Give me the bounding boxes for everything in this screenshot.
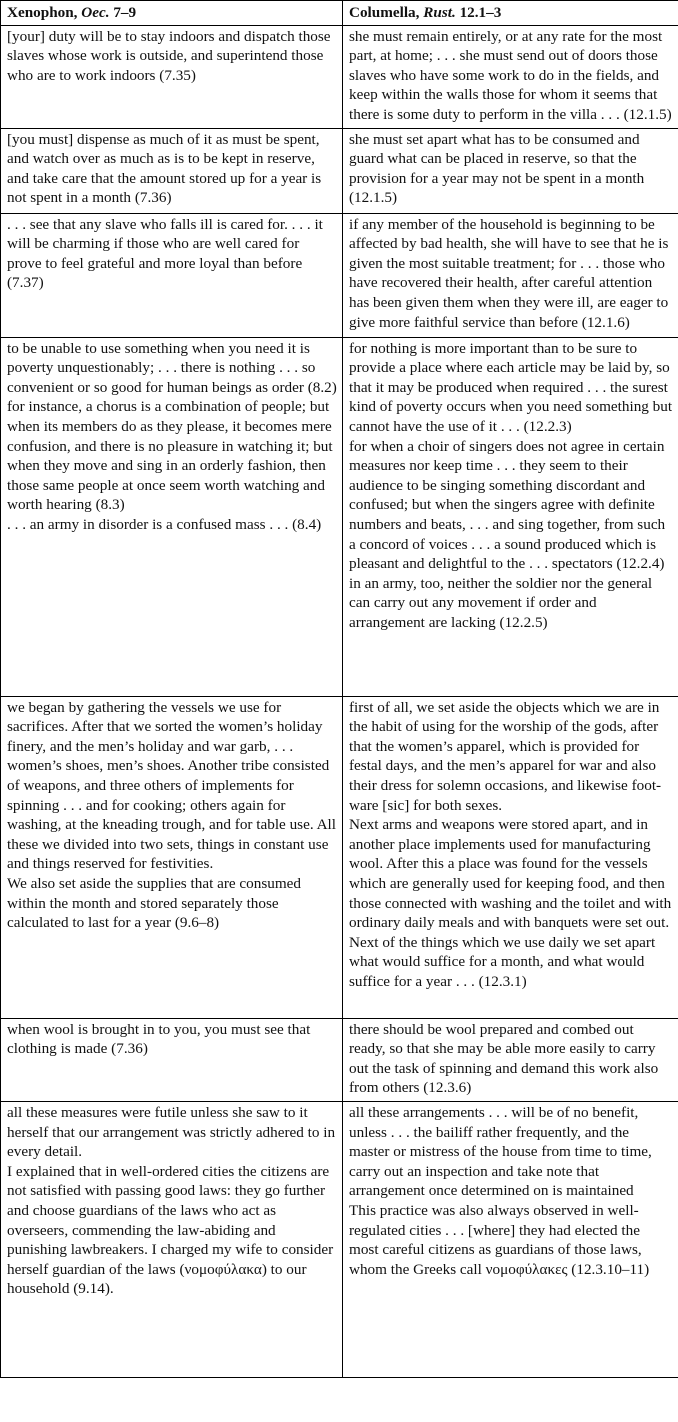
table-row bbox=[1, 25, 678, 128]
columella-cell bbox=[343, 337, 678, 696]
columella-cell bbox=[343, 696, 678, 1018]
table-row bbox=[1, 213, 678, 337]
table-row bbox=[1, 337, 678, 696]
passage-text: all these arrangements . . . will be of no benefit, unless . . . the bailiff rather frequently, and the master or mistress of the house from time to time, carry out an inspection and take note that arrangement once determined on is maintained bbox=[349, 1103, 652, 1200]
passage-text: I explained that in well-ordered cities the citizens are not satisfied with passing good laws: they go further and choose guardians of the laws who act as overseers, commending the law-abiding and punishing lawbreakers. I charged my wife to consider herself guardian of the laws (νομοφύλακα) to our household (9.14). bbox=[7, 1162, 334, 1298]
passage-text: if any member of the household is beginning to be affected by bad health, she will have to see that he is given the most suitable treatment; for . . . those who have recovered their health, after careful attention has been given them when they were ill, are eager to give more faithful service than before (12.1.6) bbox=[349, 215, 669, 331]
header-reference: 7–9 bbox=[109, 4, 137, 21]
header-work-title: Oec. bbox=[81, 4, 110, 21]
columella-cell bbox=[343, 1018, 678, 1101]
header-author: Xenophon, bbox=[7, 4, 82, 21]
header-xenophon bbox=[1, 1, 343, 26]
passage-text: she must set apart what has to be consumed and guard what can be placed in reserve, so that the provision for a year may not be spent in a month (12.1.5) bbox=[349, 130, 645, 207]
passage-text: she must remain entirely, or at any rate for the most part, at home; . . . she must send out of doors those slaves who have some work to do in the fields, and keep within the walls those for whom it seems that there is some duty to perform in the villa . . . (12.1.5) bbox=[349, 27, 672, 123]
table-row bbox=[1, 1018, 678, 1101]
passage-text: . . . see that any slave who falls ill is cared for. . . . it will be charming if those who are well cared for prove to feel grateful and more loyal than before (7.37) bbox=[7, 215, 323, 292]
xenophon-cell bbox=[1, 1101, 343, 1377]
columella-cell bbox=[343, 128, 678, 213]
passage-text: [your] duty will be to stay indoors and dispatch those slaves whose work is outside, and superintend those who are to work indoors (7.35) bbox=[7, 27, 331, 84]
passage-text: in an army, too, neither the soldier nor the general can carry out any movement if order and arrangement are lacking (12.2.5) bbox=[349, 574, 653, 631]
table-row bbox=[1, 1101, 678, 1377]
passage-text: We also set aside the supplies that are consumed within the month and stored separately those calculated to last for a year (9.6–8) bbox=[7, 874, 302, 932]
xenophon-cell bbox=[1, 1018, 343, 1101]
passage-text: Next arms and weapons were stored apart, and in another place implements used for manufacturing wool. After this a place was found for the vessels which are generally used for keeping food, and then those connected with washing and the toilet and with ordinary daily meals and with banquets were set out. bbox=[349, 816, 672, 932]
header-columella bbox=[343, 1, 678, 26]
passage-text: all these measures were futile unless she saw to it herself that our arrangement was strictly adhered to in every detail. bbox=[7, 1103, 336, 1161]
table-row bbox=[1, 696, 678, 1018]
table-row bbox=[1, 128, 678, 213]
passage-text: This practice was also always observed in well-regulated cities . . . [where] they had elected the most careful citizens as guardians of those laws, whom the Greeks call νομοφύλακες (12.3.10–11) bbox=[349, 1201, 650, 1278]
passage-text: first of all, we set aside the objects which we are in the habit of using for the worship of the gods, after that the women’s apparel, which is provided for festal days, and the men’s apparel for war and also their dress for solemn occasions, and likewise foot-ware [sic] for both sexes. bbox=[349, 698, 662, 814]
passage-text: [you must] dispense as much of it as must be spent, and watch over as much as is to be kept in reserve, and take care that the amount stored up for a year is not spent in a month (7.36) bbox=[7, 130, 322, 207]
table-header-row bbox=[1, 1, 678, 26]
xenophon-cell bbox=[1, 25, 343, 128]
header-reference: 12.1–3 bbox=[455, 4, 502, 21]
passage-text: when wool is brought in to you, you must see that clothing is made (7.36) bbox=[7, 1020, 311, 1058]
passage-text: Next of the things which we use daily we set apart what would suffice for a month, and what would suffice for a year . . . (12.3.1) bbox=[349, 933, 656, 990]
xenophon-cell bbox=[1, 337, 343, 696]
passage-text: for when a choir of singers does not agree in certain measures nor keep time . . . they seem to their audience to be singing something discordant and confused; but when the singers agree with definite numbers and beats, . . . and sing together, from such a concord of voices . . . a sound produced which is pleasant and delightful to the . . . spectators (12.2.4) bbox=[349, 437, 666, 573]
passage-text: for instance, a chorus is a combination of people; but when its members do as they please, it becomes mere confusion, and there is no pleasure in watching it; but when they move and sing in an orderly fashion, then those same people at once seem worth watching and worth hearing (8.3) bbox=[7, 398, 333, 514]
header-author: Columella, bbox=[349, 4, 424, 21]
xenophon-cell bbox=[1, 696, 343, 1018]
columella-cell bbox=[343, 25, 678, 128]
passage-text: to be unable to use something when you need it is poverty unquestionably; . . . there is nothing . . . so convenient or so good for human beings as order (8.2) bbox=[7, 339, 337, 396]
passage-text: there should be wool prepared and combed out ready, so that she may be able more easily to carry out the task of spinning and demand this work also from others (12.3.6) bbox=[349, 1020, 659, 1097]
columella-cell bbox=[343, 1101, 678, 1377]
passage-text: we began by gathering the vessels we use for sacrifices. After that we sorted the women’s holiday finery, and the men’s holiday and war garb, . . . women’s shoes, men’s shoes. Another tribe consisted of weapons, and three others of implements for spinning . . . and for cooking; others again for washing, at the kneading trough, and for table use. All these we divided into two sets, things in constant use and things reserved for festivities. bbox=[7, 698, 336, 873]
passage-text: . . . an army in disorder is a confused mass . . . (8.4) bbox=[7, 515, 322, 533]
xenophon-cell bbox=[1, 213, 343, 337]
header-work-title: Rust. bbox=[423, 4, 456, 21]
xenophon-cell bbox=[1, 128, 343, 213]
columella-cell bbox=[343, 213, 678, 337]
passage-text: for nothing is more important than to be sure to provide a place where each article may be laid by, so that it may be produced when required . . . the surest kind of poverty occurs when you need something but cannot have the use of it . . . (12.2.3) bbox=[349, 339, 673, 435]
